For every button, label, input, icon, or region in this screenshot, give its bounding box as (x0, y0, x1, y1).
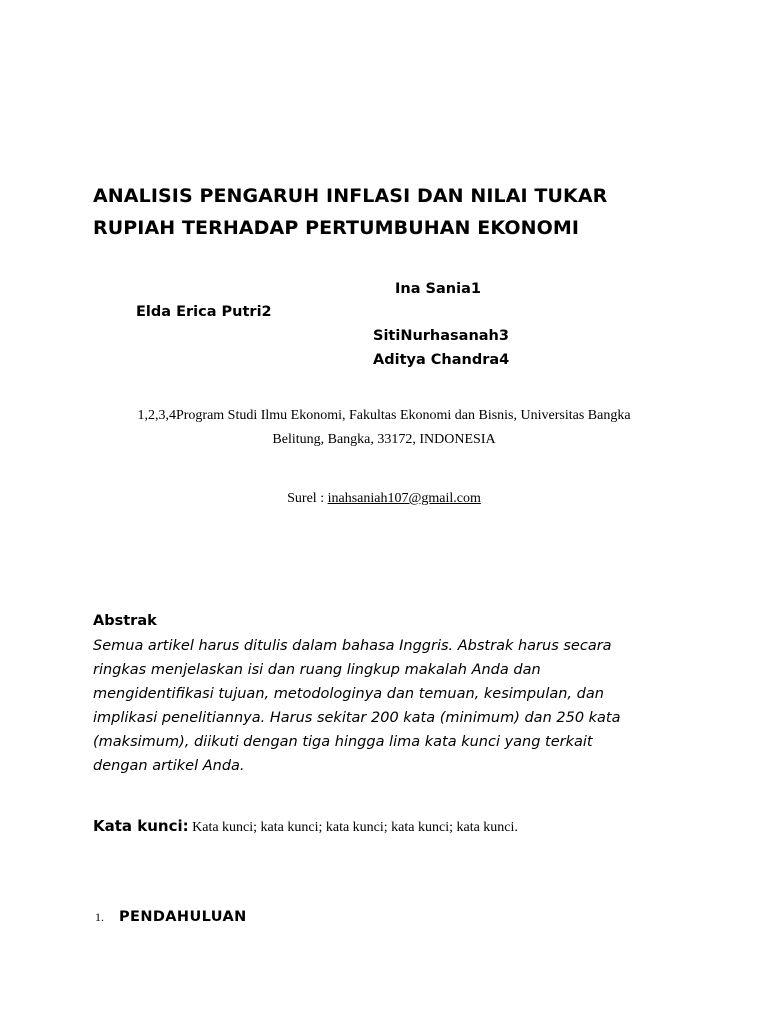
author-2: Elda Erica Putri2 (136, 304, 272, 320)
keywords (93, 815, 518, 839)
abstract-line: dengan artikel Anda. (93, 758, 245, 774)
section-title: PENDAHULUAN (119, 909, 247, 925)
email-link[interactable]: inahsaniah107@gmail.com (327, 491, 481, 506)
paper-title (93, 180, 693, 244)
author-3: SitiNurhasanah3 (373, 328, 509, 344)
abstract-line: ringkas menjelaskan isi dan ruang lingkup makalah Anda dan (93, 662, 541, 678)
abstract-line: Semua artikel harus ditulis dalam bahasa Inggris. Abstrak harus secara (93, 638, 612, 654)
abstract-heading: Abstrak (93, 613, 157, 629)
keywords-label: Kata kunci: (93, 817, 189, 835)
paper-title-line-1: ANALISIS PENGARUH INFLASI DAN NILAI TUKAR (93, 185, 608, 207)
section-number: 1. (95, 910, 104, 924)
paper-title-line-2: RUPIAH TERHADAP PERTUMBUHAN EKONOMI (93, 217, 580, 239)
abstract-line: mengidentifikasi tujuan, metodologinya dan temuan, kesimpulan, dan (93, 686, 604, 702)
affiliation-line-1: 1,2,3,4Program Studi Ilmu Ekonomi, Fakultas Ekonomi dan Bisnis, Universitas Bangka (137, 408, 631, 423)
abstract-body (93, 634, 693, 778)
abstract-line: implikasi penelitiannya. Harus sekitar 200 kata (minimum) dan 250 kata (93, 710, 621, 726)
email-line (100, 489, 668, 509)
affiliation (100, 404, 668, 452)
affiliation-line-2: Belitung, Bangka, 33172, INDONESIA (272, 432, 496, 447)
author-1: Ina Sania1 (395, 281, 481, 297)
author-4: Aditya Chandra4 (373, 352, 510, 368)
email-label: Surel : (287, 491, 328, 506)
abstract-line: (maksimum), diikuti dengan tiga hingga lima kata kunci yang terkait (93, 734, 593, 750)
keywords-text: Kata kunci; kata kunci; kata kunci; kata kunci; kata kunci. (188, 820, 518, 835)
section-heading-introduction (95, 906, 247, 928)
